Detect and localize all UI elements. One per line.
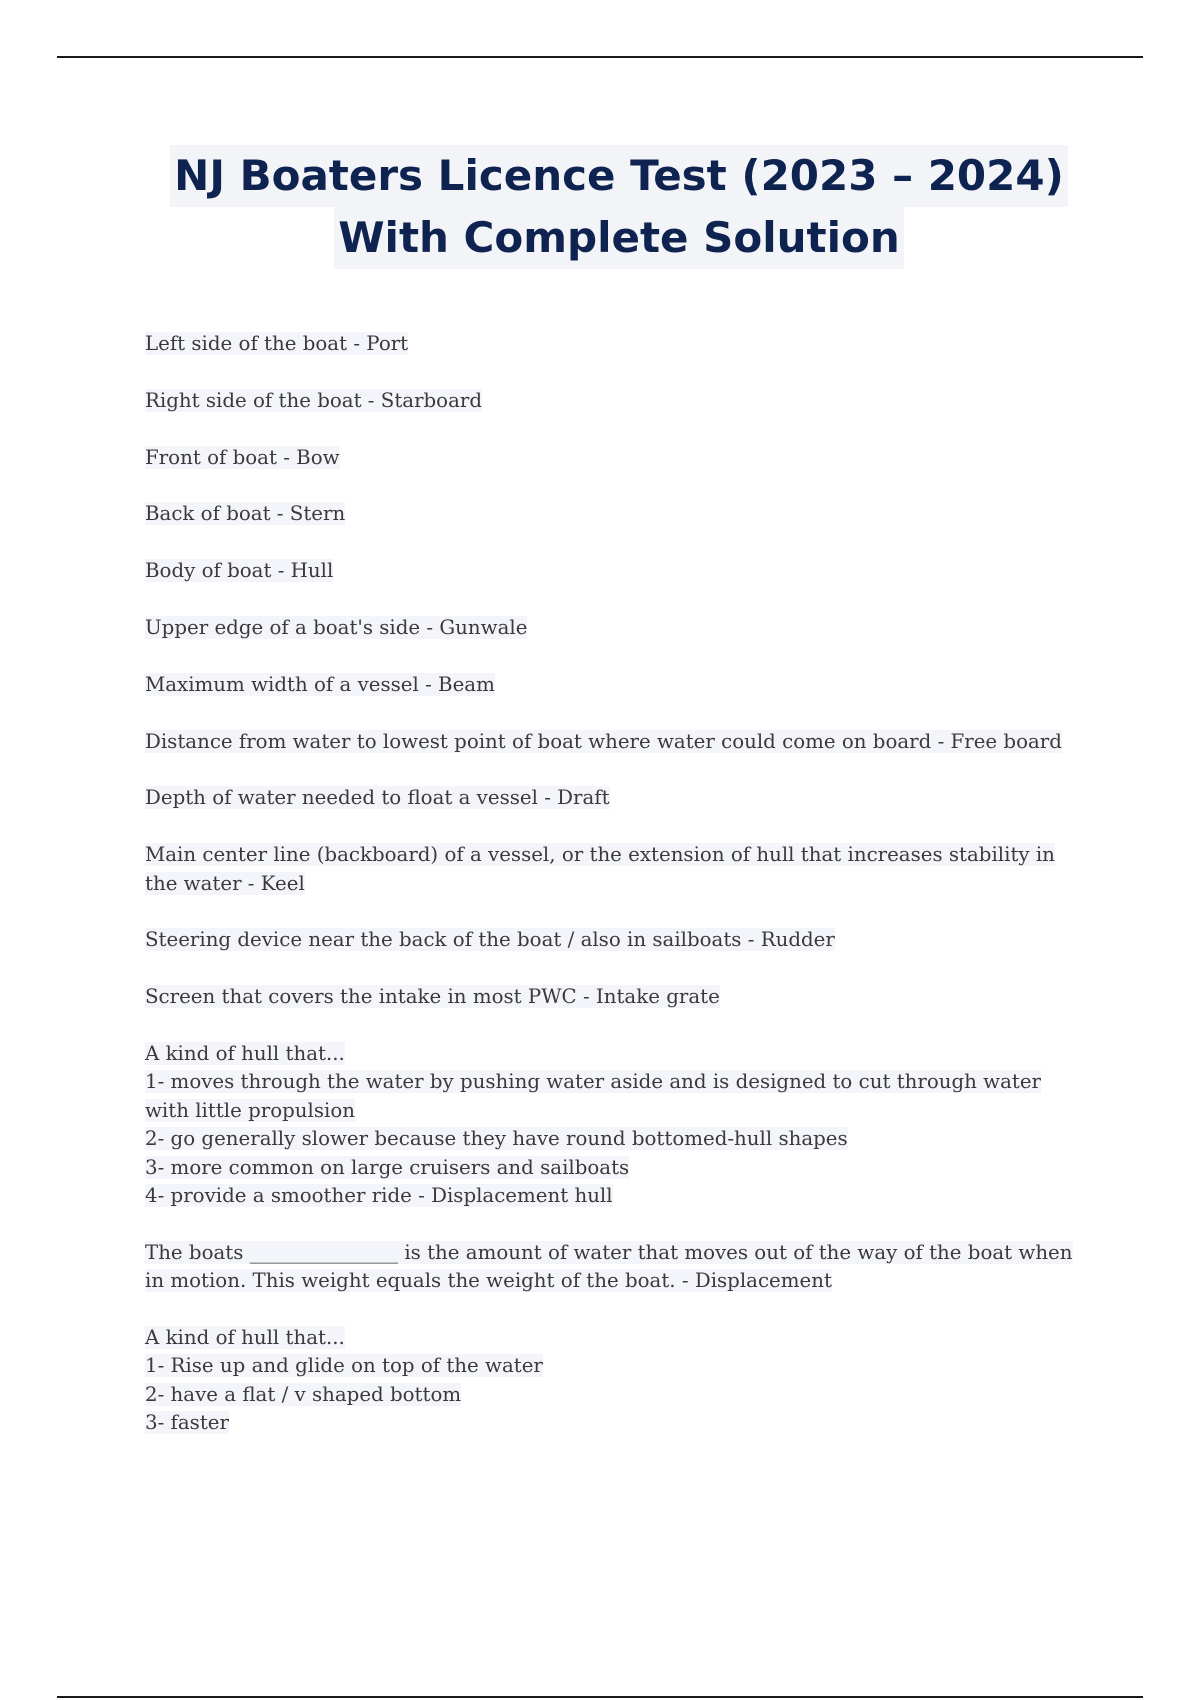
qa-line xyxy=(145,728,1085,756)
qa-entry xyxy=(145,728,1085,756)
document-title xyxy=(0,145,1200,269)
title-line-2: With Complete Solution xyxy=(334,207,904,269)
qa-line-text: the water - Keel xyxy=(145,871,305,895)
qa-line xyxy=(145,671,1085,699)
question-answer-list xyxy=(145,330,1085,1466)
qa-line xyxy=(145,1125,1085,1153)
qa-line xyxy=(145,444,1085,472)
qa-line-text: 3- faster xyxy=(145,1411,229,1435)
qa-line-text: The boats _______________ is the amount of water that moves out of the way of the boat when xyxy=(145,1240,1073,1264)
qa-line-text: Body of boat - Hull xyxy=(145,559,334,583)
qa-line-text: with little propulsion xyxy=(145,1098,355,1122)
qa-line-text: 2- go generally slower because they have round bottomed-hull shapes xyxy=(145,1127,848,1151)
qa-line-text: A kind of hull that... xyxy=(145,1326,345,1349)
qa-line-text: in motion. This weight equals the weight of the boat. - Displacement xyxy=(145,1269,832,1293)
qa-line-text: 3- more common on large cruisers and sailboats xyxy=(145,1155,630,1179)
qa-line-text: Steering device near the back of the boat / also in sailboats - Rudder xyxy=(145,928,835,952)
qa-line xyxy=(145,330,1085,358)
title-line-1: NJ Boaters Licence Test (2023 – 2024) xyxy=(170,145,1068,207)
qa-line-text: Back of boat - Stern xyxy=(145,502,346,526)
header-rule xyxy=(57,56,1143,58)
qa-entry xyxy=(145,1040,1085,1210)
qa-line xyxy=(145,1239,1085,1267)
qa-entry xyxy=(145,444,1085,472)
qa-entry xyxy=(145,841,1085,898)
qa-line xyxy=(145,1097,1085,1125)
qa-line xyxy=(145,500,1085,528)
qa-line xyxy=(145,1409,1085,1437)
qa-entry xyxy=(145,784,1085,812)
qa-line xyxy=(145,1068,1085,1096)
qa-line-text: Upper edge of a boat's side - Gunwale xyxy=(145,615,528,639)
qa-line-text: Depth of water needed to float a vessel - Draft xyxy=(145,786,610,810)
qa-line xyxy=(145,841,1085,869)
qa-entry xyxy=(145,671,1085,699)
qa-line xyxy=(145,983,1085,1011)
qa-entry xyxy=(145,387,1085,415)
qa-line-text: Screen that covers the intake in most PWC - Intake grate xyxy=(145,985,720,1009)
qa-line-text: Left side of the boat - Port xyxy=(145,332,409,355)
qa-line xyxy=(145,1040,1085,1068)
qa-entry xyxy=(145,926,1085,954)
qa-line-text: A kind of hull that... xyxy=(145,1041,345,1065)
qa-line xyxy=(145,557,1085,585)
footer-rule xyxy=(57,1696,1143,1698)
qa-line xyxy=(145,1381,1085,1409)
qa-line xyxy=(145,1324,1085,1352)
qa-line-text: Maximum width of a vessel - Beam xyxy=(145,672,495,696)
qa-line xyxy=(145,1352,1085,1380)
qa-entry xyxy=(145,1324,1085,1438)
qa-entry xyxy=(145,614,1085,642)
qa-line-text: 1- moves through the water by pushing water aside and is designed to cut through water xyxy=(145,1070,1042,1094)
qa-line xyxy=(145,1267,1085,1295)
qa-line-text: 2- have a flat / v shaped bottom xyxy=(145,1382,462,1406)
qa-line xyxy=(145,1154,1085,1182)
qa-line xyxy=(145,926,1085,954)
qa-entry xyxy=(145,1239,1085,1296)
qa-entry xyxy=(145,983,1085,1011)
qa-line-text: Distance from water to lowest point of boat where water could come on board - Free board xyxy=(145,729,1062,753)
qa-line-text: 4- provide a smoother ride - Displacement hull xyxy=(145,1184,613,1207)
qa-line-text: Right side of the boat - Starboard xyxy=(145,388,483,412)
qa-entry xyxy=(145,557,1085,585)
qa-line-text: Front of boat - Bow xyxy=(145,445,340,469)
qa-line xyxy=(145,784,1085,812)
qa-line xyxy=(145,614,1085,642)
qa-line-text: 1- Rise up and glide on top of the water xyxy=(145,1354,543,1378)
qa-line xyxy=(145,870,1085,898)
qa-entry xyxy=(145,500,1085,528)
qa-line xyxy=(145,387,1085,415)
qa-line xyxy=(145,1182,1085,1210)
qa-entry xyxy=(145,330,1085,358)
qa-line-text: Main center line (backboard) of a vessel, or the extension of hull that increases stability in xyxy=(145,843,1055,867)
